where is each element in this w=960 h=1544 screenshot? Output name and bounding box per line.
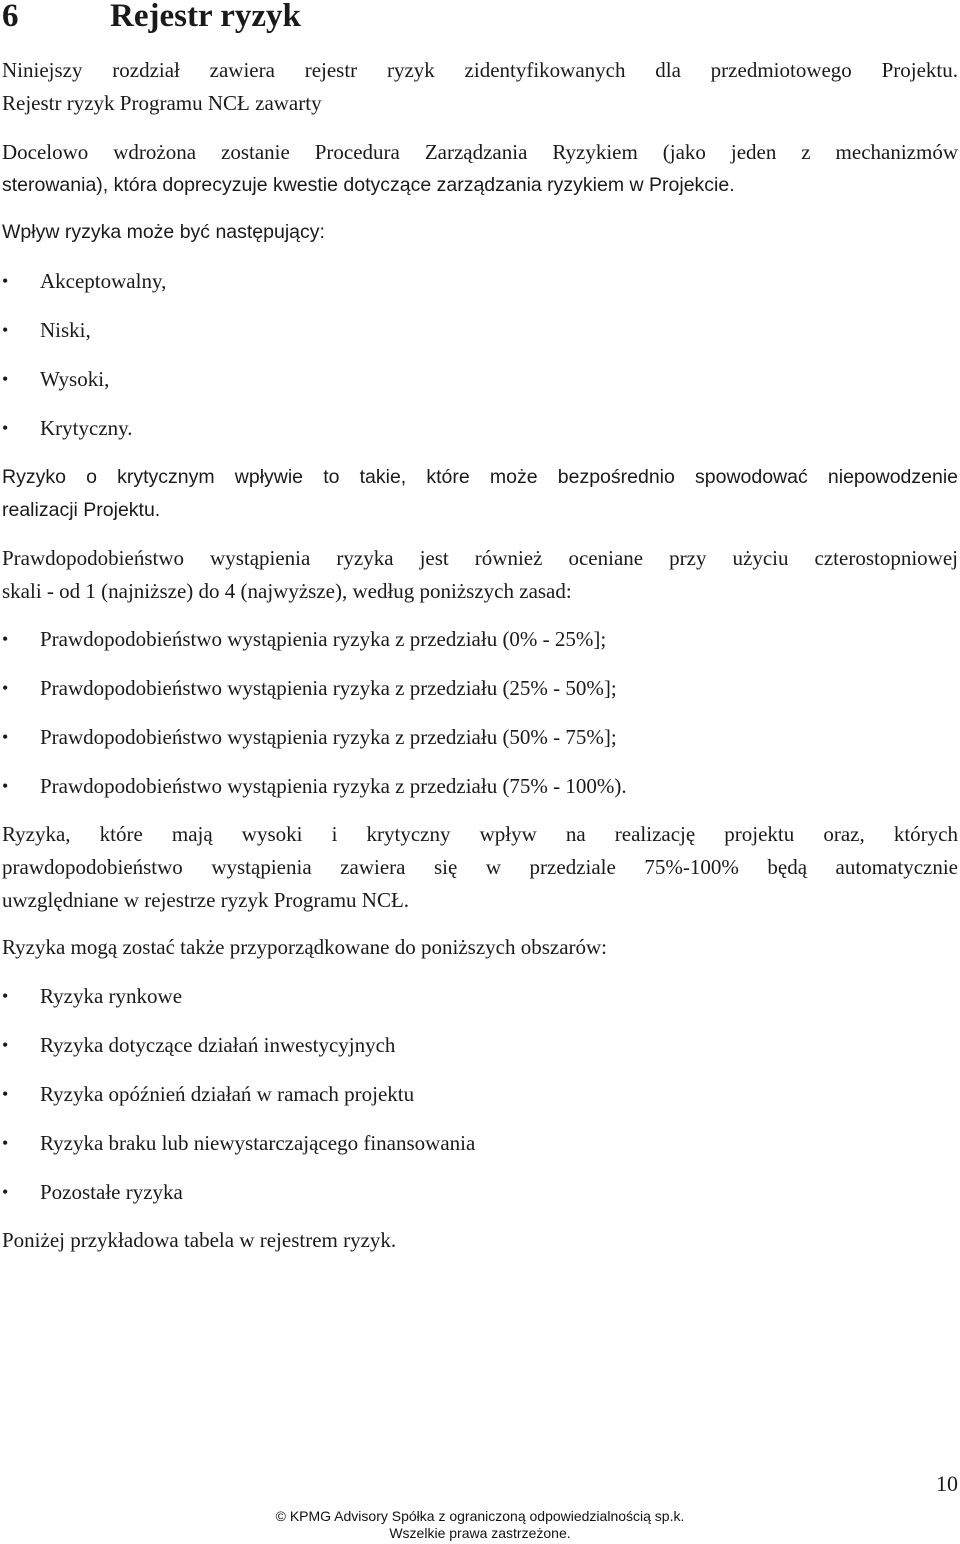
probability-item-label: Prawdopodobieństwo wystąpienia ryzyka z przedziału (50% - 75%]; <box>40 725 617 749</box>
bullet-icon: • <box>2 369 9 389</box>
area-item-label: Ryzyka dotyczące działań inwestycyjnych <box>40 1033 396 1057</box>
paragraph-impact-intro: Wpływ ryzyka może być następujący: <box>2 221 325 243</box>
impact-item-label: Wysoki, <box>40 367 110 391</box>
footer-rights: Wszelkie prawa zastrzeżone. <box>389 1525 571 1541</box>
area-item-label: Ryzyka braku lub niewystarczającego finansowania <box>40 1131 476 1155</box>
paragraph-automatic-line-2: prawdopodobieństwo wystąpienia zawiera się w przedziale 75%-100% będą automatycznie <box>2 855 958 879</box>
bullet-icon: • <box>2 418 9 438</box>
paragraph-procedure-line-2: sterowania), która doprecyzuje kwestie dotyczące zarządzania ryzykiem w Projekcie. <box>2 174 735 196</box>
bullet-icon: • <box>2 1182 9 1202</box>
impact-item-label: Akceptowalny, <box>40 269 167 293</box>
paragraph-table-note: Poniżej przykładowa tabela w rejestrem ryzyk. <box>2 1228 397 1252</box>
section-heading <box>2 0 301 38</box>
impact-item-label: Krytyczny. <box>40 416 133 440</box>
paragraph-probability-line-1: Prawdopodobieństwo wystąpienia ryzyka jest również oceniane przy użyciu czterostopniowej <box>2 546 958 570</box>
area-item-label: Pozostałe ryzyka <box>40 1180 183 1204</box>
paragraph-probability-line-2: skali - od 1 (najniższe) do 4 (najwyższe), według poniższych zasad: <box>2 579 572 603</box>
bullet-icon: • <box>2 629 9 649</box>
page-number: 10 <box>936 1471 958 1496</box>
probability-item-label: Prawdopodobieństwo wystąpienia ryzyka z przedziału (25% - 50%]; <box>40 676 617 700</box>
probability-item-label: Prawdopodobieństwo wystąpienia ryzyka z przedziału (0% - 25%]; <box>40 627 607 651</box>
paragraph-critical-line-1: Ryzyko o krytycznym wpływie to takie, które może bezpośrednio spowodować niepowodzenie <box>2 466 958 488</box>
paragraph-areas-intro: Ryzyka mogą zostać także przyporządkowane do poniższych obszarów: <box>2 935 608 959</box>
paragraph-critical-line-2: realizacji Projektu. <box>2 499 161 521</box>
bullet-icon: • <box>2 1035 9 1055</box>
area-item-label: Ryzyka rynkowe <box>40 984 183 1008</box>
paragraph-automatic-line-3: uwzględniane w rejestrze ryzyk Programu NCŁ. <box>2 888 410 912</box>
paragraph-intro-line-2: Rejestr ryzyk Programu NCŁ zawarty <box>2 91 322 115</box>
footer-copyright: © KPMG Advisory Spółka z ograniczoną odpowiedzialnością sp.k. <box>275 1508 685 1524</box>
paragraph-automatic-line-1: Ryzyka, które mają wysoki i krytyczny wpływ na realizację projektu oraz, których <box>2 822 958 846</box>
bullet-icon: • <box>2 727 9 747</box>
section-number: 6 <box>2 0 19 34</box>
bullet-icon: • <box>2 678 9 698</box>
paragraph-procedure-line-1: Docelowo wdrożona zostanie Procedura Zarządzania Ryzykiem (jako jeden z mechanizmów <box>2 140 958 164</box>
probability-item-label: Prawdopodobieństwo wystąpienia ryzyka z przedziału (75% - 100%). <box>40 774 627 798</box>
bullet-icon: • <box>2 1133 9 1153</box>
section-title: Rejestr ryzyk <box>110 0 301 34</box>
area-item-label: Ryzyka opóźnień działań w ramach projektu <box>40 1082 415 1106</box>
bullet-icon: • <box>2 320 9 340</box>
bullet-icon: • <box>2 986 9 1006</box>
bullet-icon: • <box>2 1084 9 1104</box>
impact-item-label: Niski, <box>40 318 91 342</box>
bullet-icon: • <box>2 271 9 291</box>
paragraph-intro-line-1: Niniejszy rozdział zawiera rejestr ryzyk zidentyfikowanych dla przedmiotowego Projektu. <box>2 58 958 82</box>
bullet-icon: • <box>2 776 9 796</box>
